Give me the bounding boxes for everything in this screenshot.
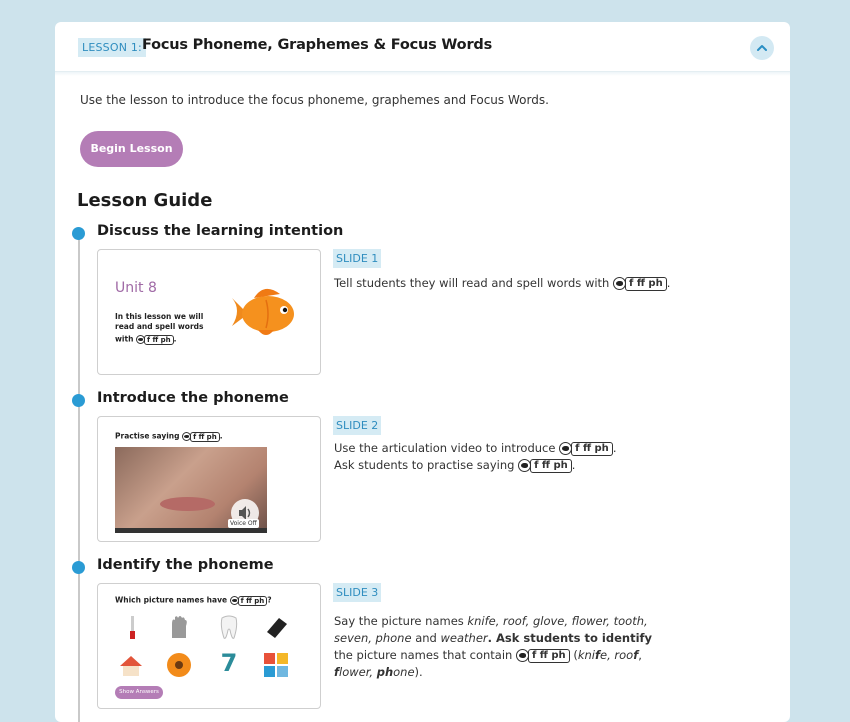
step-description: Use the articulation video to introduce f ff ph . Ask students to practise saying f ff ph . — [334, 441, 617, 472]
thumb-text: In this lesson we will read and spell words with f ff ph . — [115, 312, 204, 347]
tooth-icon — [216, 614, 242, 640]
fish-icon — [516, 649, 529, 662]
flower-icon — [166, 652, 192, 678]
grapheme-badge: f ff ph — [230, 593, 268, 608]
goldfish-icon — [228, 280, 304, 342]
slide-tag: SLIDE 2 — [333, 416, 381, 435]
thumb-text: Practise saying f ff ph . — [115, 429, 223, 444]
knife-icon — [120, 614, 146, 640]
number-seven: 7 — [220, 649, 238, 677]
lesson-guide-heading: Lesson Guide — [77, 190, 213, 211]
slide-thumbnail-2[interactable] — [97, 416, 321, 542]
step-title: Discuss the learning intention — [97, 223, 344, 239]
grapheme-badge: f ff ph — [613, 276, 667, 291]
step-title: Introduce the phoneme — [97, 390, 289, 406]
intro-text: Use the lesson to introduce the focus phoneme, graphemes and Focus Words. — [80, 93, 549, 107]
timeline-line — [78, 232, 80, 722]
mouth-image — [160, 497, 215, 511]
slide-thumbnail-3[interactable] — [97, 583, 321, 709]
glove-icon — [166, 614, 192, 640]
step-title: Identify the phoneme — [97, 557, 274, 573]
timeline-dot — [72, 227, 85, 240]
unit-label: Unit 8 — [115, 280, 157, 296]
lesson-header[interactable] — [55, 22, 790, 72]
chevron-up-icon — [756, 42, 768, 54]
slide-tag: SLIDE 1 — [333, 249, 381, 268]
timeline-dot — [72, 561, 85, 574]
phone-icon — [263, 614, 289, 640]
voice-off-label: Voice Off — [230, 520, 257, 527]
lesson-tag: LESSON 1: — [78, 38, 146, 57]
show-answers-button[interactable]: Show Answers — [115, 686, 163, 699]
timeline-dot — [72, 394, 85, 407]
lesson-card — [55, 22, 790, 722]
lesson-title: Focus Phoneme, Graphemes & Focus Words — [142, 37, 493, 53]
step-description: Say the picture names knife, roof, glove, flower, tooth, seven, phone and weather. Ask students to identify the picture names that contain f ff ph (knife, roof, flower, phone). — [334, 614, 653, 679]
header-divider — [55, 72, 790, 76]
slide-tag: SLIDE 3 — [333, 583, 381, 602]
articulation-video[interactable] — [115, 447, 267, 533]
step-description: Tell students they will read and spell words with f ff ph . — [334, 276, 671, 290]
grapheme-badge: f ff ph — [516, 648, 570, 663]
grapheme-badge: f ff ph — [518, 458, 572, 473]
grapheme-badge: f ff ph — [136, 332, 174, 347]
video-progress-bar[interactable] — [115, 528, 267, 533]
grapheme-badge: f ff ph — [182, 429, 220, 444]
roof-icon — [118, 652, 144, 678]
begin-lesson-button[interactable]: Begin Lesson — [80, 131, 183, 167]
slide-thumbnail-1[interactable] — [97, 249, 321, 375]
fish-icon — [518, 459, 531, 472]
fish-icon — [613, 277, 626, 290]
thumb-text: Which picture names have f ff ph ? — [115, 593, 272, 608]
grapheme-badge: f ff ph — [559, 441, 613, 456]
collapse-button[interactable] — [750, 36, 774, 60]
weather-icon — [263, 652, 289, 678]
